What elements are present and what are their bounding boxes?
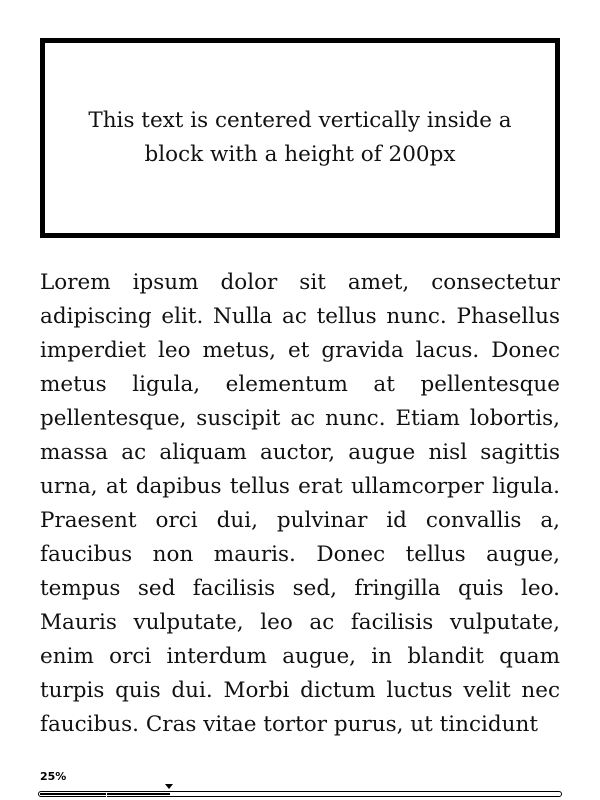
centered-block-text: This text is centered vertically inside a block with a height of 200px (88, 108, 512, 167)
progress-fill (40, 793, 170, 795)
chapter-marker (106, 793, 107, 797)
current-position-marker-icon (165, 784, 173, 789)
centered-text-block (40, 38, 560, 238)
reading-progress-bar[interactable] (38, 791, 562, 797)
body-paragraph: Lorem ipsum dolor sit amet, consectetur adipiscing elit. Nulla ac tellus nunc. Phasellus imperdiet leo metus, et gravida lacus. Donec metus ligula, elementum at pellentesque pellentesque, suscipit ac nunc. Etiam lobortis, massa ac aliquam auctor, augue nisl sagittis urna, at dapibus tellus erat ullamcorper ligula. Praesent orci dui, pulvinar id convallis a, faucibus non mauris. Donec tellus augue, tempus sed facilisis sed, fringilla quis leo. Mauris vulputate, leo ac facilisis vulputate, enim orci interdum augue, in blandit quam turpis quis dui. Morbi dictum luctus velit nec faucibus. Cras vitae tortor purus, ut tincidunt (40, 270, 560, 737)
reader-page[interactable] (40, 38, 560, 742)
progress-percent: 25% (40, 770, 67, 783)
